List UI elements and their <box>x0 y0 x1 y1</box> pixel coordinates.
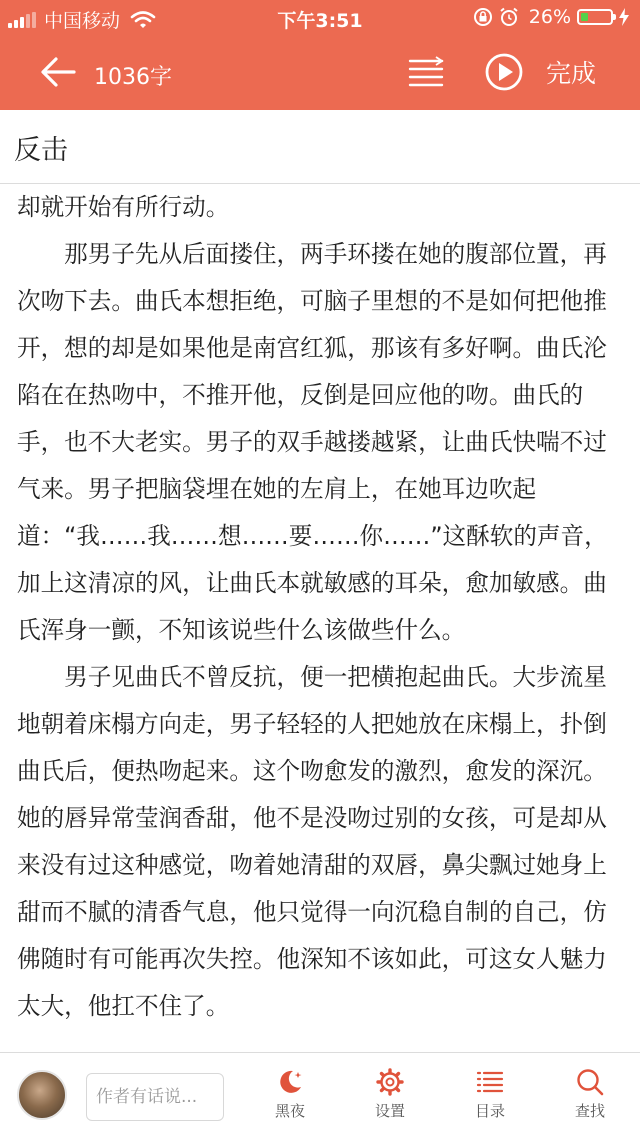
status-right <box>473 6 630 28</box>
menu-lines-icon <box>406 53 446 93</box>
editor-toolbar <box>0 36 640 110</box>
tab-search[interactable] <box>550 1061 630 1135</box>
content-line: 甜而不腻的清香气息，他只觉得一向沉稳自制的自己，仿 <box>17 898 607 926</box>
chapter-title-bar <box>0 110 640 184</box>
tab-label: 目录 <box>474 1102 505 1120</box>
moon-icon <box>275 1067 305 1097</box>
battery-icon <box>577 9 613 25</box>
done-button[interactable]: 完成 <box>546 59 597 88</box>
content-line: 男子见曲氏不曾反抗，便一把横抱起曲氏。大步流星 <box>17 663 607 691</box>
menu-button[interactable] <box>406 53 446 93</box>
content-line: 她的唇异常莹润香甜，他不是没吻过别的女孩，可是却从 <box>17 804 607 832</box>
rotation-lock-icon <box>473 7 493 27</box>
tab-label: 设置 <box>374 1102 405 1120</box>
content-line: 却就开始有所行动。 <box>17 193 230 221</box>
tab-label: 黑夜 <box>274 1102 305 1120</box>
gear-icon <box>375 1067 405 1097</box>
content-line: 陷在在热吻中，不推开他，反倒是回应他的吻。曲氏的 <box>17 381 584 409</box>
content-line: 手，也不大老实。男子的双手越搂越紧，让曲氏快喘不过 <box>17 428 607 456</box>
list-icon <box>475 1067 505 1097</box>
tab-label: 查找 <box>574 1102 605 1120</box>
content-line: 那男子先从后面搂住，两手环搂在她的腹部位置，再 <box>17 240 607 268</box>
app-header <box>0 0 640 110</box>
content-line: 来没有过这种感觉，吻着她清甜的双唇，鼻尖飘过她身上 <box>17 851 607 879</box>
carrier-name: 中国移动 <box>44 10 121 32</box>
content-line: 太大，他扛不住了。 <box>17 992 230 1020</box>
tab-settings[interactable] <box>350 1061 430 1135</box>
search-icon <box>575 1067 605 1097</box>
status-time: 下午3:51 <box>277 10 363 32</box>
charging-icon <box>618 8 630 26</box>
avatar[interactable] <box>17 1070 67 1120</box>
play-button[interactable] <box>484 52 524 92</box>
content-line: 地朝着床榻方向走，男子轻轻的人把她放在床榻上，扑倒 <box>17 710 607 738</box>
back-arrow-icon <box>36 50 80 94</box>
chapter-title[interactable]: 反击 <box>14 135 68 166</box>
content-line: 佛随时有可能再次失控。他深知不该如此，可这女人魅力 <box>17 945 607 973</box>
content-line: 气来。男子把脑袋埋在她的左肩上，在她耳边吹起 <box>17 475 537 503</box>
word-count: 1036字 <box>94 65 172 90</box>
content-line: 曲氏后，便热吻起来。这个吻愈发的激烈，愈发的深沉。 <box>17 757 607 785</box>
status-bar <box>0 0 640 36</box>
author-note-input[interactable] <box>86 1073 224 1121</box>
tab-contents[interactable] <box>450 1061 530 1135</box>
content-line: 道：“我……我……想……要……你……”这酥软的声音， <box>17 522 608 550</box>
content-line: 开，想的却是如果他是南宫红狐，那该有多好啊。曲氏沦 <box>17 334 607 362</box>
back-button[interactable] <box>36 50 80 94</box>
bottom-bar <box>0 1052 640 1139</box>
content-line: 氏浑身一颤，不知该说些什么该做些什么。 <box>17 616 466 644</box>
battery-percent: 26% <box>528 6 571 28</box>
play-icon <box>484 52 524 92</box>
content-line: 加上这清凉的风，让曲氏本就敏感的耳朵，愈加敏感。曲 <box>17 569 607 597</box>
alarm-icon <box>499 7 519 27</box>
content-line: 次吻下去。曲氏本想拒绝，可脑子里想的不是如何把他推 <box>17 287 607 315</box>
tab-night-mode[interactable] <box>250 1061 330 1135</box>
chapter-content[interactable] <box>17 184 623 1052</box>
